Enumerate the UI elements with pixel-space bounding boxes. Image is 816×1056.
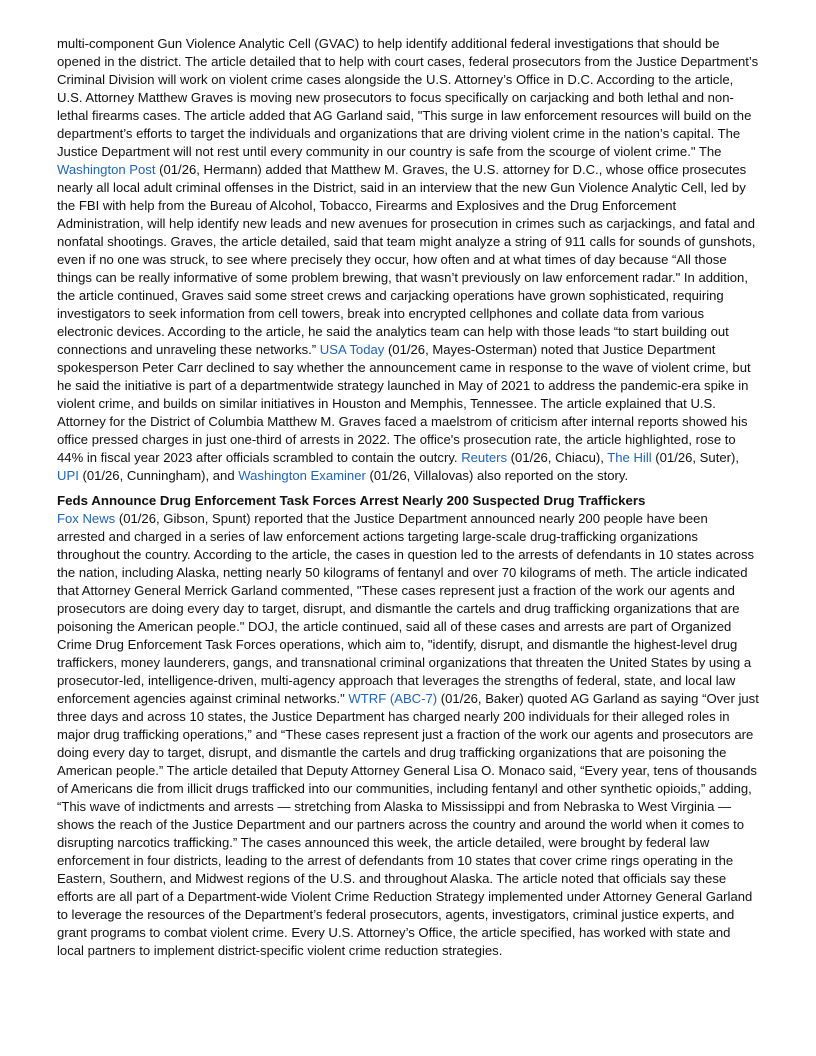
paragraph-text: (01/26, Chiacu), xyxy=(507,450,608,465)
article-paragraph-gvac xyxy=(57,35,759,485)
source-link-washington-examiner[interactable]: Washington Examiner xyxy=(238,468,366,483)
document-page xyxy=(57,35,759,967)
paragraph-text: multi-component Gun Violence Analytic Cell (GVAC) to help identify additional federal investigations that should be opened in the district. The article detailed that to help with court cases, federal prosecutors from the Justice Department’s Criminal Division will work on violent crime cases alongside the U.S. Attorney’s Office in D.C. According to the article, U.S. Attorney Matthew Graves is moving new prosecutors to focus specifically on carjacking and both lethal and non-lethal firearms cases. The article added that AG Garland said, "This surge in law enforcement resources will build on the department’s efforts to target the individuals and organizations that are driving violent crime in the nation’s capital. The Justice Department will not rest until every community in our country is safe from the scourge of violent crime." The xyxy=(57,36,759,159)
paragraph-text: (01/26, Gibson, Spunt) reported that the Justice Department announced nearly 200 people have been arrested and charged in a series of law enforcement actions targeting large-scale drug-trafficking organizations throughout the country. According to the article, the cases in question led to the arrests of defendants in 10 states across the nation, including Alaska, netting nearly 50 kilograms of fentanyl and over 70 kilograms of meth. The article indicated that Attorney General Merrick Garland commented, "These cases represent just a fraction of the work our agents and prosecutors are doing every day to target, disrupt, and dismantle the cartels and drug trafficking organizations that are poisoning the American people." DOJ, the article continued, said all of these cases and arrests are part of Organized Crime Drug Enforcement Task Forces operations, which aim to, "identify, disrupt, and dismantle the highest-level drug traffickers, money launderers, gangs, and transnational criminal organizations that threaten the United States by using a prosecutor-led, intelligence-driven, multi-agency approach that leverages the strengths of federal, state, and local law enforcement agencies against criminal networks." xyxy=(57,511,755,706)
article-heading-drug-task-forces: Feds Announce Drug Enforcement Task Forces Arrest Nearly 200 Suspected Drug Traffickers xyxy=(57,493,646,508)
source-link-usa-today[interactable]: USA Today xyxy=(319,342,385,357)
source-link-fox-news[interactable]: Fox News xyxy=(57,511,116,526)
source-link-upi[interactable]: UPI xyxy=(57,468,79,483)
source-link-reuters[interactable]: Reuters xyxy=(461,450,508,465)
paragraph-text: (01/26, Mayes-Osterman) noted that Justice Department spokesperson Peter Carr declined to say whether the announcement came in response to the wave of violent crime, but he said the initiative is part of a departmentwide strategy launched in May of 2021 to address the pandemic-era spike in violent crime, and builds on similar initiatives in Houston and Memphis, Tennessee. The article explained that U.S. Attorney for the District of Columbia Matthew M. Graves faced a maelstrom of criticism after internal reports showed his office pressed charges in just one-third of arrests in 2022. The office's prosecution rate, the article highlighted, rose to 44% in fiscal year 2023 after officials scrambled to contain the outcry. xyxy=(57,342,751,465)
paragraph-text: (01/26, Villalovas) also reported on the story. xyxy=(365,468,629,483)
source-link-the-hill[interactable]: The Hill xyxy=(607,450,652,465)
article-paragraph-drug-task-forces xyxy=(57,510,759,960)
source-link-washington-post[interactable]: Washington Post xyxy=(57,162,156,177)
paragraph-text: (01/26, Hermann) added that Matthew M. Graves, the U.S. attorney for D.C., whose office prosecutes nearly all local adult criminal offenses in the District, said in an interview that the new Gun Violence Analytic Cell, led by the FBI with help from the Bureau of Alcohol, Tobacco, Firearms and Explosives and the Drug Enforcement Administration, will help identify new leads and new avenues for prosecution in crimes such as carjackings, and fatal and nonfatal shootings. Graves, the article detailed, said that team might analyze a string of 911 calls for sounds of gunshots, even if no one was struck, to see where precisely they occur, how often and at what times of day because “All those things can be really informative of some problem brewing, that wasn’t previously on law enforcement radar." In addition, the article continued, Graves said some street crews and carjacking operations have grown sophisticated, requiring investigators to seek information from cell towers, break into encrypted cellphones and collate data from various electronic devices. According to the article, he said the analytics team can help with those leads “to start building out connections and unraveling these networks.” xyxy=(57,162,756,357)
paragraph-text: (01/26, Suter), xyxy=(651,450,739,465)
paragraph-text: (01/26, Baker) quoted AG Garland as saying “Over just three days and across 10 states, the Justice Department has charged nearly 200 individuals for their alleged roles in major drug trafficking operations,” and “These cases represent just a fraction of the work our agents and prosecutors are doing every day to target, disrupt, and dismantle the cartels and drug trafficking organizations that are poisoning the American people.” The article detailed that Deputy Attorney General Lisa O. Monaco said, “Every year, tens of thousands of Americans die from illicit drugs trafficked into our communities, including fentanyl and other synthetic opioids,” adding, “This wave of indictments and arrests — stretching from Alaska to Mississippi and from Nebraska to West Virginia — shows the reach of the Justice Department and our partners across the country and around the world when it comes to disrupting narcotics trafficking.” The cases announced this week, the article detailed, were brought by federal law enforcement in four districts, leading to the arrest of defendants from 10 states that cover crime rings operating in the Eastern, Southern, and Midwest regions of the U.S. and throughout Alaska. The article noted that officials say these efforts are all part of a Department-wide Violent Crime Reduction Strategy implemented under Attorney General Garland to leverage the resources of the Department’s federal prosecutors, agents, investigators, criminal justice experts, and grant programs to combat violent crime. Every U.S. Attorney’s Office, the article specified, has worked with state and local partners to implement district-specific violent crime reduction strategies. xyxy=(57,691,759,958)
source-link-wtrf[interactable]: WTRF (ABC-7) xyxy=(348,691,438,706)
paragraph-text: (01/26, Cunningham), and xyxy=(78,468,239,483)
